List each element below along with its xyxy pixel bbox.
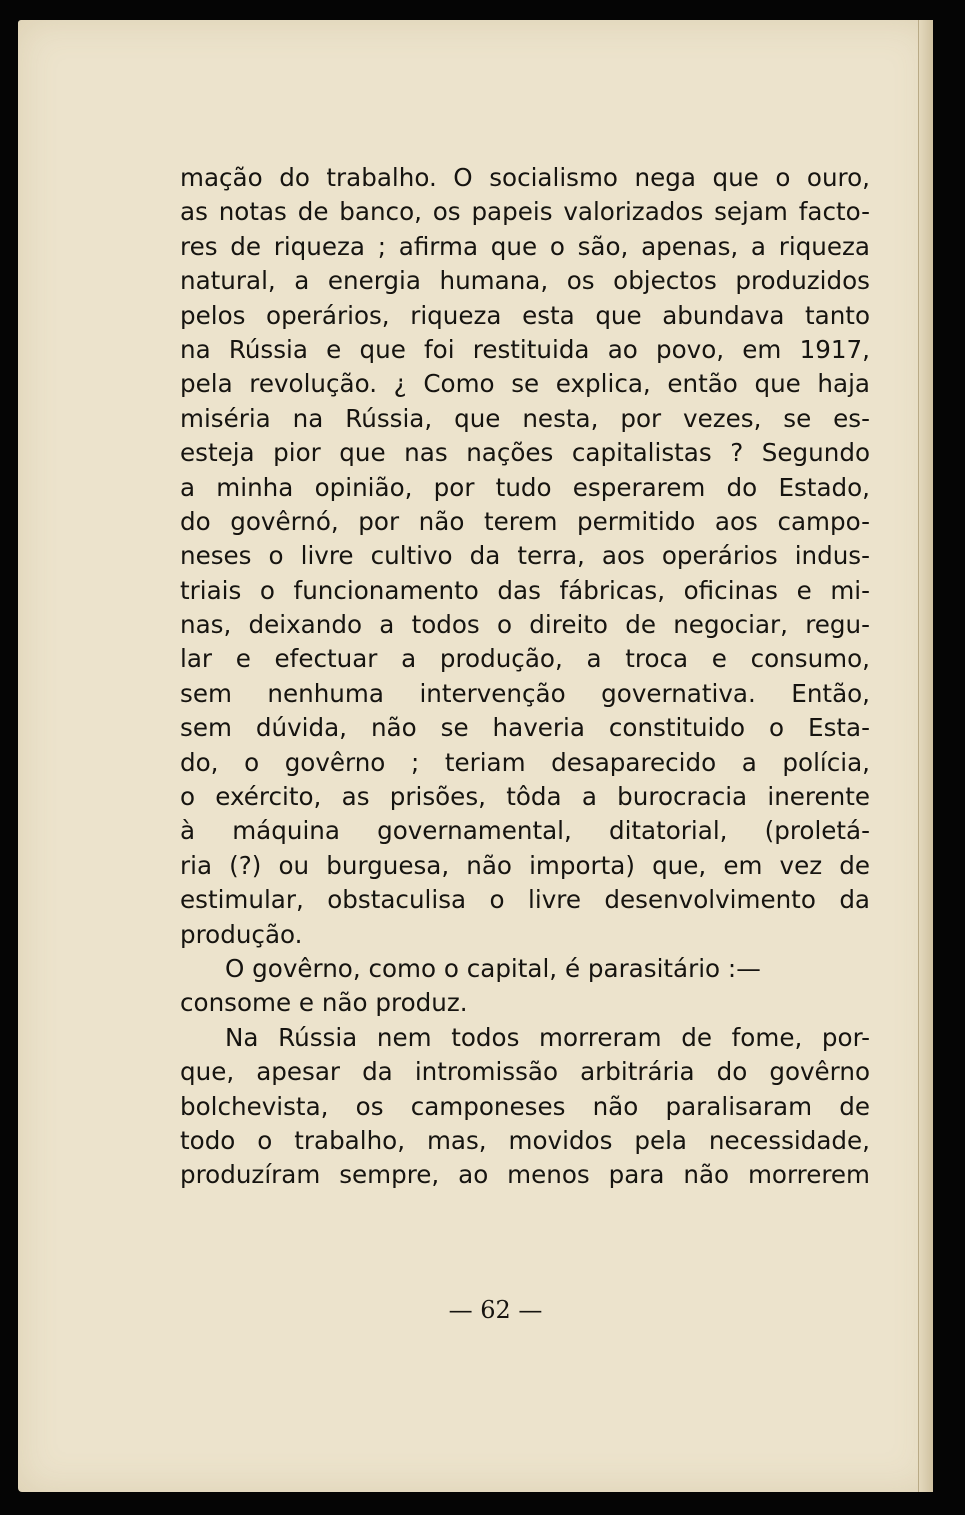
text-line: natural, a energia humana, os objectos produzidos — [180, 266, 870, 296]
text-line: produzíram sempre, ao menos para não morrerem — [180, 1160, 870, 1190]
text-line: triais o funcionamento das fábricas, oficinas e mi- — [180, 575, 870, 605]
text-line: todo o trabalho, mas, movidos pela necessidade, — [180, 1125, 870, 1155]
text-line: que, apesar da intromissão arbitrária do govêrno — [180, 1057, 870, 1087]
text-line: sem nenhuma intervenção governativa. Então, — [180, 678, 870, 708]
text-line: O govêrno, como o capital, é parasitário :— — [225, 953, 761, 983]
text-line: a minha opinião, por tudo esperarem do Estado, — [180, 472, 870, 502]
text-line: do, o govêrno ; teriam desaparecido a polícia, — [180, 747, 870, 777]
text-line: miséria na Rússia, que nesta, por vezes, se es- — [180, 403, 870, 433]
text-line: sem dúvida, não se haveria constituido o Esta- — [180, 713, 870, 743]
text-line: mação do trabalho. O socialismo nega que o ouro, — [180, 163, 870, 192]
text-line: do govêrnó, por não terem permitido aos campo- — [180, 506, 870, 536]
text-line: consome e não produz. — [180, 988, 468, 1018]
text-line: nas, deixando a todos o direito de negociar, regu- — [180, 610, 870, 640]
text-line: lar e efectuar a produção, a troca e consumo, — [180, 644, 870, 674]
text-line: estimular, obstaculisa o livre desenvolvimento da — [180, 885, 870, 915]
text-line: Na Rússia nem todos morreram de fome, por- — [225, 1022, 870, 1052]
text-line: ria (?) ou burguesa, não importa) que, em vez de — [180, 850, 870, 880]
text-line: esteja pior que nas nações capitalistas ? Segundo — [180, 438, 870, 468]
page-edge-shadow — [918, 20, 933, 1492]
body-text — [180, 161, 870, 1193]
text-line: produção. — [180, 919, 303, 949]
text-line: pela revolução. ¿ Como se explica, então que haja — [180, 369, 870, 399]
book-page — [18, 20, 933, 1492]
text-line: bolchevista, os camponeses não paralisaram de — [180, 1091, 870, 1121]
text-line: res de riqueza ; afirma que o são, apenas, a riqueza — [180, 231, 870, 261]
page-number: — 62 — — [448, 1296, 543, 1324]
text-line: à máquina governamental, ditatorial, (proletá- — [180, 816, 870, 846]
text-line: pelos operários, riqueza esta que abundava tanto — [180, 300, 870, 330]
text-line: na Rússia e que foi restituida ao povo, em 1917, — [180, 334, 870, 364]
text-line: as notas de banco, os papeis valorizados sejam facto- — [180, 197, 870, 227]
text-line: o exército, as prisões, tôda a burocracia inerente — [180, 782, 870, 812]
text-line: neses o livre cultivo da terra, aos operários indus- — [180, 541, 870, 571]
